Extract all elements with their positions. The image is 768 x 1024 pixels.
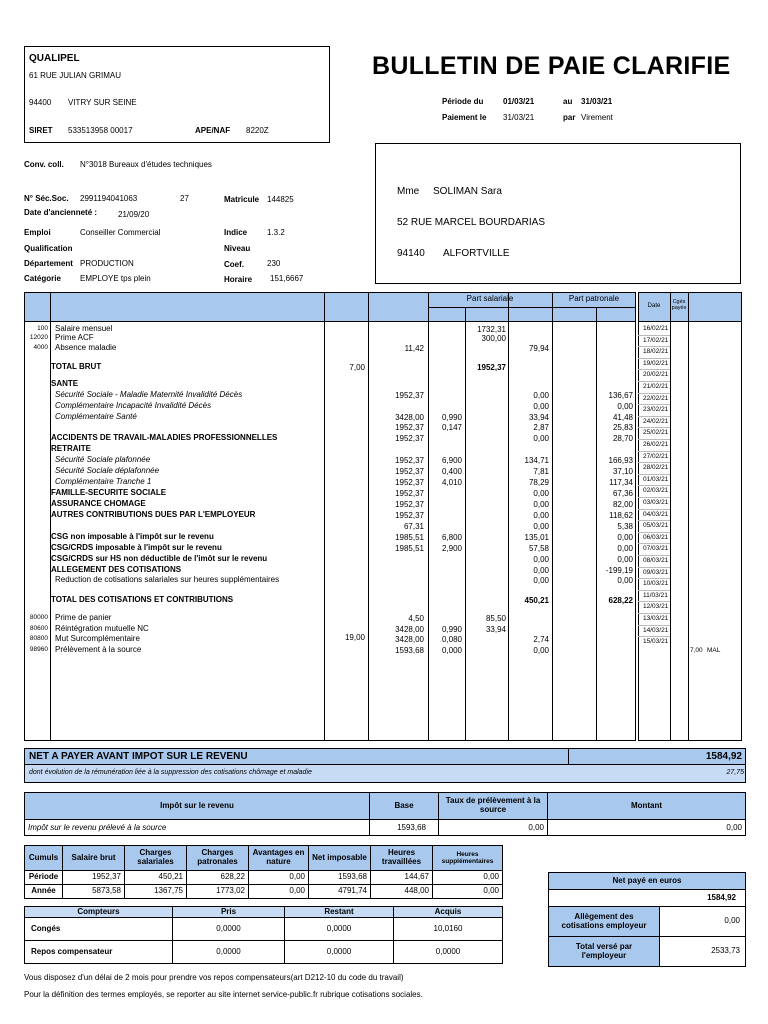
cumuls-cell: 0,00: [432, 870, 503, 885]
cumuls-header: Avantages en nature: [248, 845, 309, 871]
impot-header-taux: Taux de prélèvement à la source: [438, 792, 548, 820]
line-retenue: 78,29: [528, 478, 549, 487]
indice-label: Indice: [224, 228, 248, 237]
line-retenue: 0,00: [533, 500, 549, 509]
conv-label: Conv. coll.: [24, 160, 64, 169]
line-base: 1952,37: [395, 467, 424, 476]
line-taux: 4,010: [441, 478, 462, 487]
cumuls-cell: 1952,37: [62, 870, 125, 885]
line-label: Complémentaire Incapacité Invalidité Décès: [55, 401, 212, 410]
date-cell: 12/03/21: [643, 603, 669, 611]
cumuls-cell: 450,21: [124, 870, 187, 885]
line-patronale: 0,00: [617, 544, 633, 553]
line-base: 1593,68: [395, 646, 424, 655]
line-patronale: 5,38: [617, 522, 633, 531]
line-label: CSG/CRDS imposable à l'impôt sur le revenu: [51, 543, 222, 552]
line-base: 1952,37: [395, 478, 424, 487]
line-taux: 0,400: [441, 467, 462, 476]
line-base: 67,31: [403, 522, 424, 531]
line-base: 1952,37: [395, 489, 424, 498]
cumuls-cell: 628,22: [186, 870, 249, 885]
ape-value: 8220Z: [246, 126, 269, 135]
cumuls-cell: 0,00: [248, 870, 309, 885]
line-retenue: 0,00: [533, 402, 549, 411]
secu-value: 2991194041063: [80, 194, 138, 203]
line-code: 100: [37, 325, 48, 332]
compteurs-cell: 10,0160: [393, 917, 503, 941]
date-cell: 21/02/21: [643, 383, 669, 390]
recipient-name: SOLIMAN Sara: [433, 186, 502, 197]
line-base: 1985,51: [395, 533, 424, 542]
line-retenue: 57,58: [528, 544, 549, 553]
cumuls-header: Cumuls: [24, 845, 63, 871]
line-retenue: 134,71: [524, 456, 549, 465]
impot-header-label: Impôt sur le revenu: [24, 792, 370, 820]
line-patronale: 28,70: [612, 434, 633, 443]
line-patronale: -199,19: [605, 566, 633, 575]
ape-label: APE/NAF: [195, 126, 231, 135]
line-gain: 1952,37: [477, 363, 506, 372]
line-patronale: 41,48: [612, 413, 633, 422]
line-patronale: 25,83: [612, 423, 633, 432]
line-base: 1952,37: [395, 423, 424, 432]
impot-row-montant: 0,00: [726, 823, 742, 832]
line-label: Complémentaire Tranche 1: [55, 477, 152, 486]
recipient-box: [375, 143, 741, 284]
line-label: Reduction de cotisations salariales sur heures supplémentaires: [55, 575, 280, 584]
line-patronale: 166,93: [608, 456, 633, 465]
line-retenue: 0,00: [533, 522, 549, 531]
line-base: 1952,37: [395, 456, 424, 465]
coef-value: 230: [267, 259, 281, 268]
siret-value: 533513958 00017: [68, 126, 133, 135]
date-cell: 20/02/21: [643, 371, 669, 379]
coef-label: Coef.: [224, 260, 244, 269]
line-base: 1952,37: [395, 434, 424, 443]
line-patronale: 37,10: [612, 467, 633, 476]
impot-row-base: 1593,68: [397, 823, 426, 832]
cat-value: EMPLOYE tps plein: [80, 274, 151, 283]
line-retenue: 0,00: [533, 489, 549, 498]
date-cell: 24/02/21: [643, 417, 669, 425]
matricule-value: 144825: [267, 195, 294, 204]
net-paye-value: 1584,92: [707, 893, 736, 902]
date-cell: 16/02/21: [643, 325, 669, 332]
line-retenue: 2,74: [533, 635, 549, 644]
anc-value: 21/09/20: [118, 210, 150, 219]
company-city: VITRY SUR SEINE: [68, 98, 137, 107]
line-label: Prélèvement à la source: [55, 645, 142, 654]
line-patronale: 0,00: [617, 533, 633, 542]
line-gain: 33,94: [485, 625, 506, 634]
line-taux: 6,800: [441, 533, 462, 542]
dept-value: PRODUCTION: [80, 259, 134, 268]
company-postcode: 94400: [29, 98, 52, 107]
compteurs-header: Restant: [284, 906, 394, 918]
cumuls-cell: 448,00: [370, 884, 433, 899]
cges-header: Cgés payés: [671, 299, 687, 312]
line-label: Absence maladie: [55, 343, 117, 352]
line-base: 3428,00: [395, 635, 424, 644]
date-cell: 22/02/21: [643, 394, 669, 402]
compteurs-cell: 0,0000: [172, 940, 285, 964]
date-cell: 13/03/21: [643, 615, 669, 622]
line-label: Salaire mensuel: [55, 324, 113, 333]
line-taux: 0,990: [441, 413, 462, 422]
line-patronale: 0,00: [617, 555, 633, 564]
compteurs-cell: 0,0000: [284, 917, 394, 941]
line-retenue: 135,01: [524, 533, 549, 542]
line-retenue: 0,00: [533, 646, 549, 655]
horaire-value: 151,6667: [270, 274, 304, 283]
cumuls-cell: 1593,68: [308, 870, 371, 885]
line-retenue: 0,00: [533, 391, 549, 400]
line-retenue: 0,00: [533, 555, 549, 564]
line-label: CSG/CRDS sur HS non déductible de l'imôt sur le revenu: [51, 554, 268, 563]
payment-by-label: par: [563, 113, 576, 122]
compteurs-header: Acquis: [393, 906, 503, 918]
cumuls-cell: 1773,02: [186, 884, 249, 899]
company-address: 61 RUE JULIAN GRIMAU: [29, 71, 122, 80]
line-base: 3428,00: [395, 413, 424, 422]
line-label: AUTRES CONTRIBUTIONS DUES PAR L'EMPLOYEUR: [51, 510, 256, 519]
recipient-postcode: 94140: [397, 248, 425, 259]
line-label: TOTAL DES COTISATIONS ET CONTRIBUTIONS: [51, 595, 234, 604]
period-to: 31/03/21: [581, 97, 613, 106]
line-label: Prime ACF: [55, 333, 94, 342]
compteurs-cell: 0,0000: [393, 940, 503, 964]
part-patronale-header: Part patronale: [568, 294, 620, 303]
date-cell: 15/03/21: [643, 638, 669, 646]
period-to-label: au: [563, 97, 573, 106]
date-cell: 08/03/21: [643, 557, 669, 564]
line-taux: 6,900: [441, 456, 462, 465]
line-retenue: 33,94: [528, 413, 549, 422]
period-label: Période du: [442, 97, 484, 106]
cges-code: MAL: [707, 647, 721, 654]
cumuls-row-label: Période: [24, 870, 63, 885]
line-nombre: 19,00: [344, 633, 365, 642]
line-retenue: 7,81: [533, 467, 549, 476]
line-label: Réintégration mutuelle NC: [55, 624, 149, 633]
net-label: NET A PAYER AVANT IMPOT SUR LE REVENU: [29, 751, 248, 762]
impot-header-base: Base: [369, 792, 439, 820]
anc-label: Date d'ancienneté :: [24, 208, 98, 217]
line-gain: 1732,31: [477, 325, 506, 334]
recipient-street: 52 RUE MARCEL BOURDARIAS: [397, 217, 545, 228]
part-salariale-header: Part salariale: [466, 294, 514, 303]
footer-line-1: Vous disposez d'un délai de 2 mois pour prendre vos repos compensateurs(art D212-10 du code du travail): [24, 973, 404, 982]
compteurs-cell: 0,0000: [284, 940, 394, 964]
compteurs-header: Compteurs: [24, 906, 173, 918]
line-patronale: 0,00: [617, 402, 633, 411]
matricule-label: Matricule: [224, 195, 260, 204]
cumuls-header: Heures travaillées: [370, 845, 433, 871]
line-retenue: 2,87: [533, 423, 549, 432]
line-nombre: 7,00: [349, 363, 365, 372]
niveau-label: Niveau: [224, 244, 251, 253]
line-code: 4000: [33, 344, 48, 351]
date-cell: 18/02/21: [643, 348, 669, 356]
cumuls-cell: 5873,58: [62, 884, 125, 899]
line-label: Sécurité Sociale déplafonnée: [55, 466, 160, 475]
payment-label: Paiement le: [442, 113, 487, 122]
compteurs-cell: 0,0000: [172, 917, 285, 941]
cumuls-row-label: Année: [24, 884, 63, 899]
cumuls-cell: 0,00: [248, 884, 309, 899]
net-value: 1584,92: [705, 751, 742, 762]
line-label: ACCIDENTS DE TRAVAIL-MALADIES PROFESSIONNELLES: [51, 433, 278, 442]
date-cell: 27/02/21: [643, 452, 669, 460]
net-note-value: 27,75: [726, 769, 744, 776]
date-cell: 02/03/21: [643, 487, 669, 495]
date-cell: 14/03/21: [643, 626, 669, 634]
line-base: 1952,37: [395, 391, 424, 400]
net-paye-label: Net payé en euros: [548, 872, 746, 890]
line-retenue: 0,00: [533, 511, 549, 520]
company-name: QUALIPEL: [29, 53, 80, 64]
date-cell: 25/02/21: [643, 429, 669, 437]
period-from: 01/03/21: [503, 97, 535, 106]
line-base: 1952,37: [395, 511, 424, 520]
date-cell: 26/02/21: [643, 441, 669, 448]
compteurs-header: Pris: [172, 906, 285, 918]
line-retenue: 79,94: [528, 344, 549, 353]
recipient-city: ALFORTVILLE: [443, 248, 510, 259]
line-patronale: 0,00: [617, 576, 633, 585]
line-label: RETRAITE: [51, 444, 91, 453]
line-taux: 0,147: [441, 423, 462, 432]
line-patronale: 136,67: [608, 391, 633, 400]
line-base: 1985,51: [395, 544, 424, 553]
line-taux: 0,990: [441, 625, 462, 634]
impot-header-montant: Montant: [547, 792, 746, 820]
date-cell: 06/03/21: [643, 533, 669, 541]
compteurs-row-label: Repos compensateur: [24, 940, 173, 964]
line-taux: 0,000: [441, 646, 462, 655]
compteurs-row-label: Congés: [24, 917, 173, 941]
cumuls-header: Heures supplémentaires: [432, 845, 503, 871]
cumuls-cell: 0,00: [432, 884, 503, 899]
allegement-value: 0,00: [724, 916, 740, 925]
cumuls-header: Salaire brut: [62, 845, 125, 871]
line-label: CSG non imposable à l'impôt sur le revenu: [51, 532, 214, 541]
allegement-label: Allègement des cotisations employeur: [548, 906, 660, 937]
line-label: Mut Surcomplémentaire: [55, 634, 140, 643]
line-retenue: 0,00: [533, 576, 549, 585]
line-patronale: 117,34: [609, 478, 633, 487]
line-code: 80800: [29, 635, 48, 642]
cumuls-cell: 144,67: [370, 870, 433, 885]
line-retenue: 450,21: [524, 596, 549, 605]
date-cell: 10/03/21: [643, 580, 669, 588]
total-verse-value: 2533,73: [711, 946, 740, 955]
line-taux: 2,900: [441, 544, 462, 553]
date-header: Date: [647, 303, 661, 309]
line-patronale: 118,62: [609, 511, 633, 520]
date-cell: 17/02/21: [643, 336, 669, 344]
line-label: Sécurité Sociale - Maladie Maternité Invalidité Décès: [55, 390, 243, 399]
line-code: 80600: [29, 625, 48, 632]
cumuls-header: Charges patronales: [186, 845, 249, 871]
date-cell: 11/03/21: [643, 591, 668, 599]
emploi-value: Conseiller Commercial: [80, 228, 161, 237]
line-label: Complémentaire Santé: [55, 412, 137, 421]
line-patronale: 82,00: [612, 500, 633, 509]
date-cell: 07/03/21: [643, 545, 669, 553]
line-label: ALLEGEMENT DES COTISATIONS: [51, 565, 182, 574]
line-base: 4,50: [408, 614, 424, 623]
date-cell: 28/02/21: [643, 464, 669, 472]
page-title: BULLETIN DE PAIE CLARIFIE: [372, 52, 731, 80]
date-cell: 04/03/21: [643, 510, 669, 518]
qualif-label: Qualification: [24, 244, 73, 253]
cumuls-cell: 1367,75: [124, 884, 187, 899]
impot-row-label: Impôt sur le revenu prélevé à la source: [28, 823, 167, 832]
line-code: 98960: [29, 646, 48, 653]
line-retenue: 0,00: [533, 566, 549, 575]
emploi-label: Emploi: [24, 228, 51, 237]
line-label: SANTE: [51, 379, 79, 388]
cumuls-header: Net imposable: [308, 845, 371, 871]
payment-date: 31/03/21: [503, 113, 535, 122]
cumuls-cell: 4791,74: [308, 884, 371, 899]
line-gain: 300,00: [481, 334, 506, 343]
dept-label: Département: [24, 259, 73, 268]
cat-label: Catégorie: [24, 274, 61, 283]
date-cell: 03/03/21: [643, 499, 669, 506]
line-code: 80000: [29, 614, 48, 621]
line-label: Sécurité Sociale plafonnée: [55, 455, 151, 464]
siret-label: SIRET: [29, 126, 53, 135]
secu-label: N° Séc.Soc.: [24, 194, 69, 203]
date-cell: 05/03/21: [643, 522, 669, 530]
line-label: ASSURANCE CHOMAGE: [51, 499, 146, 508]
cumuls-header: Charges salariales: [124, 845, 187, 871]
line-label: Prime de panier: [55, 613, 112, 622]
line-gain: 85,50: [485, 614, 506, 623]
line-taux: 0,080: [441, 635, 462, 644]
date-cell: 01/03/21: [643, 475, 669, 483]
line-label: FAMILLE-SECURITE SOCIALE: [51, 488, 167, 497]
recipient-civility: Mme: [397, 186, 420, 197]
cges-value: 7,00: [690, 647, 703, 654]
line-base: 11,42: [404, 344, 424, 353]
footer-line-2: Pour la définition des termes employés, se reporter au site internet service-public.fr rubrique cotisations sociales.: [24, 990, 423, 999]
line-code: 12020: [29, 334, 48, 341]
date-cell: 09/03/21: [643, 568, 669, 576]
line-patronale: 628,22: [608, 596, 633, 605]
line-patronale: 67,36: [612, 489, 633, 498]
secu-key: 27: [180, 194, 189, 203]
horaire-label: Horaire: [224, 275, 253, 284]
line-retenue: 0,00: [533, 434, 549, 443]
line-label: TOTAL BRUT: [51, 362, 102, 371]
date-cell: 23/02/21: [643, 406, 669, 414]
line-base: 1952,37: [395, 500, 424, 509]
line-base: 3428,00: [395, 625, 424, 634]
payment-method: Virement: [581, 113, 613, 122]
conv-value: N°3018 Bureaux d'études techniques: [80, 160, 212, 169]
indice-value: 1.3.2: [267, 228, 285, 237]
net-note: dont évolution de la rémunération liée à la suppression des cotisations chômage et maladie: [29, 769, 312, 776]
impot-row-taux: 0,00: [528, 823, 544, 832]
date-cell: 19/02/21: [643, 359, 669, 367]
total-verse-label: Total versé par l'employeur: [548, 936, 660, 967]
